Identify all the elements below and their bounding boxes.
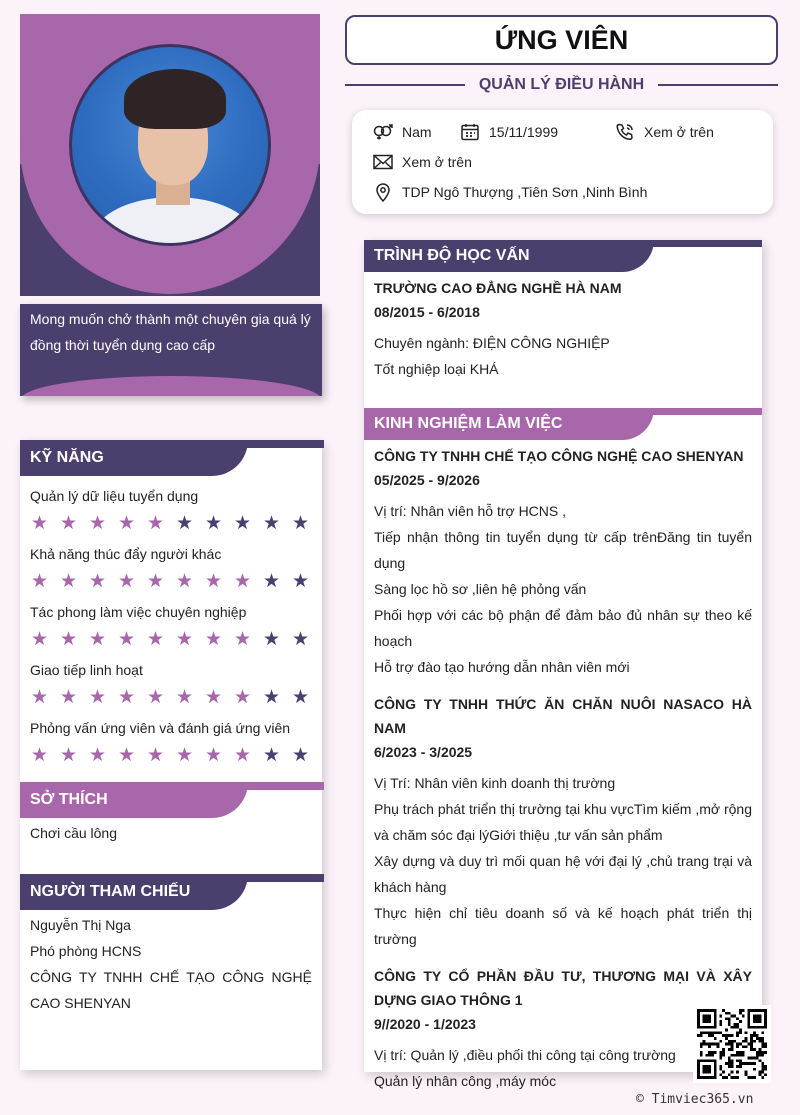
star-icon: ★: [233, 513, 252, 534]
star-icon: ★: [262, 571, 281, 592]
career-objective: [20, 304, 322, 396]
star-icon: ★: [262, 687, 281, 708]
star-icon: ★: [175, 513, 194, 534]
star-icon: ★: [59, 513, 78, 534]
experience-list: [364, 440, 762, 1094]
gender-icon: [372, 121, 394, 143]
position-title-row: [345, 72, 778, 98]
hobbies-section-header: [20, 782, 322, 818]
star-icon: ★: [88, 629, 107, 650]
skill-rating: [30, 572, 312, 592]
star-icon: ★: [30, 571, 49, 592]
star-icon: ★: [204, 513, 223, 534]
skill-item: [20, 662, 322, 708]
experience-section-header: [364, 408, 762, 440]
star-icon: ★: [233, 629, 252, 650]
calendar-icon: [459, 121, 481, 143]
reference-company: CÔNG TY TNHH CHẾ TẠO CÔNG NGHỆ CAO SHENYAN: [30, 969, 312, 1011]
skill-item: [20, 604, 322, 650]
address-value: TDP Ngô Thượng ,Tiên Sơn ,Ninh Bình: [402, 184, 648, 200]
education-period: 08/2015 - 6/2018: [374, 304, 480, 320]
skill-rating: [30, 688, 312, 708]
star-icon: ★: [117, 571, 136, 592]
star-icon: ★: [175, 687, 194, 708]
position-title: QUẢN LÝ ĐIỀU HÀNH: [465, 76, 658, 93]
objective-text: Mong muốn chở thành một chuyên gia quá lý đồng thời tuyển dụng cao cấp: [30, 311, 311, 353]
star-icon: ★: [262, 629, 281, 650]
star-icon: ★: [262, 745, 281, 766]
education-heading: TRÌNH ĐỘ HỌC VẤN: [364, 240, 654, 272]
email-item: [372, 151, 472, 173]
skill-rating: [30, 630, 312, 650]
star-icon: ★: [146, 571, 165, 592]
email-value: Xem ở trên: [402, 154, 472, 170]
star-icon: ★: [59, 571, 78, 592]
education-section-header: [364, 240, 762, 272]
reference-name: Nguyễn Thị Nga: [30, 917, 131, 933]
star-icon: ★: [291, 513, 310, 534]
star-icon: ★: [233, 687, 252, 708]
job-description-line: Tiếp nhận thông tin tuyển dụng từ cấp trênĐăng tin tuyển dụng: [374, 529, 752, 571]
job-description-line: Hỗ trợ đào tạo hướng dẫn nhân viên mới: [374, 659, 630, 675]
copyright: © Timviec365.vn: [636, 1092, 754, 1107]
skill-name: Phỏng vấn ứng viên và đánh giá ứng viên: [30, 720, 291, 736]
skill-rating: [30, 514, 312, 534]
star-icon: ★: [117, 745, 136, 766]
phone-value: Xem ở trên: [644, 124, 714, 140]
skill-item: [20, 720, 322, 766]
education-grade: Tốt nghiệp loại KHÁ: [374, 361, 499, 377]
star-icon: ★: [204, 571, 223, 592]
star-icon: ★: [88, 745, 107, 766]
phone-icon: [614, 121, 636, 143]
job-description-line: Vị trí: Quản lý ,điều phối thi công tại công trường: [374, 1047, 676, 1063]
avatar: [69, 44, 271, 246]
contact-card: [352, 110, 773, 214]
job-entry: [374, 692, 752, 952]
left-card: [20, 440, 322, 1070]
skills-list: [20, 488, 322, 768]
star-icon: ★: [59, 745, 78, 766]
job-company: CÔNG TY TNHH CHẾ TẠO CÔNG NGHỆ CAO SHENYAN: [374, 448, 744, 464]
star-icon: ★: [146, 513, 165, 534]
job-period: 05/2025 - 9/2026: [374, 472, 480, 488]
star-icon: ★: [291, 687, 310, 708]
job-description-line: Phụ trách phát triển thị trường tại khu vựcTìm kiếm ,mở rộng và chăm sóc đại lýGiới thiệu ,tư vấn sản phẩm: [374, 801, 752, 843]
star-icon: ★: [204, 745, 223, 766]
birthday-value: 15/11/1999: [489, 124, 559, 140]
star-icon: ★: [175, 629, 194, 650]
star-icon: ★: [146, 629, 165, 650]
star-icon: ★: [88, 513, 107, 534]
qr-code: [693, 1005, 771, 1083]
job-description-line: Sàng lọc hồ sơ ,liên hệ phỏng vấn: [374, 581, 587, 597]
star-icon: ★: [30, 513, 49, 534]
star-icon: ★: [204, 629, 223, 650]
skill-rating: [30, 746, 312, 766]
email-icon: [372, 151, 394, 173]
star-icon: ★: [291, 745, 310, 766]
star-icon: ★: [204, 687, 223, 708]
skills-heading: KỸ NĂNG: [20, 440, 248, 476]
star-icon: ★: [175, 745, 194, 766]
star-icon: ★: [146, 745, 165, 766]
star-icon: ★: [233, 571, 252, 592]
star-icon: ★: [262, 513, 281, 534]
job-entry: [374, 444, 752, 680]
skills-section-header: [20, 440, 322, 476]
skill-item: [20, 488, 322, 534]
candidate-name: ỨNG VIÊN: [345, 15, 778, 65]
location-pin-icon: [372, 181, 394, 203]
skill-name: Tác phong làm việc chuyên nghiệp: [30, 604, 247, 620]
job-company: CÔNG TY TNHH THỨC ĂN CHĂN NUÔI NASACO HÀ NAM: [374, 696, 752, 736]
star-icon: ★: [59, 687, 78, 708]
job-description-line: Vị trí: Nhân viên hỗ trợ HCNS ,: [374, 503, 567, 519]
job-company: CÔNG TY CỔ PHẦN ĐẦU TƯ, THƯƠNG MẠI VÀ XÂY DỰNG GIAO THÔNG 1: [374, 968, 752, 1008]
star-icon: ★: [117, 687, 136, 708]
skill-item: [20, 546, 322, 592]
job-description-line: Vị Trí: Nhân viên kinh doanh thị trường: [374, 775, 616, 791]
job-description-line: Thực hiện chỉ tiêu doanh số và kế hoạch phát triển thị trường: [374, 905, 752, 947]
star-icon: ★: [88, 571, 107, 592]
references-heading: NGƯỜI THAM CHIẾU: [20, 874, 248, 910]
job-description-line: Xây dựng và duy trì mối quan hệ với đại lý ,chủ trang trại và khách hàng: [374, 853, 752, 895]
star-icon: ★: [30, 745, 49, 766]
gender-item: [372, 121, 432, 143]
star-icon: ★: [59, 629, 78, 650]
skill-name: Giao tiếp linh hoạt: [30, 662, 143, 678]
star-icon: ★: [88, 687, 107, 708]
education-school: TRƯỜNG CAO ĐẲNG NGHỀ HÀ NAM: [374, 280, 622, 296]
hobbies-heading: SỞ THÍCH: [20, 782, 248, 818]
phone-item: [614, 121, 714, 143]
star-icon: ★: [175, 571, 194, 592]
right-card: [364, 240, 762, 1089]
reference-role: Phó phòng HCNS: [30, 943, 142, 959]
address-item: [372, 181, 647, 203]
star-icon: ★: [30, 629, 49, 650]
birthday-item: [459, 121, 558, 143]
job-period: 9//2020 - 1/2023: [374, 1016, 476, 1032]
skill-name: Quản lý dữ liệu tuyển dụng: [30, 488, 199, 504]
experience-heading: KINH NGHIỆM LÀM VIỆC: [364, 408, 654, 440]
star-icon: ★: [117, 513, 136, 534]
job-description-line: Quản lý nhân công ,máy móc: [374, 1073, 557, 1089]
star-icon: ★: [30, 687, 49, 708]
hobbies-text: Chơi cầu lông: [30, 825, 118, 841]
job-period: 6/2023 - 3/2025: [374, 744, 473, 760]
gender-value: Nam: [402, 124, 432, 140]
star-icon: ★: [146, 687, 165, 708]
photo-panel: [20, 14, 320, 296]
education-major: Chuyên ngành: ĐIỆN CÔNG NGHIỆP: [374, 335, 610, 351]
star-icon: ★: [117, 629, 136, 650]
star-icon: ★: [291, 571, 310, 592]
skill-name: Khả năng thúc đẩy người khác: [30, 546, 222, 562]
star-icon: ★: [291, 629, 310, 650]
job-description-line: Phối hợp với các bộ phận để đảm bảo đủ nhân sự theo kế hoạch: [374, 607, 752, 649]
references-section-header: [20, 874, 322, 910]
star-icon: ★: [233, 745, 252, 766]
